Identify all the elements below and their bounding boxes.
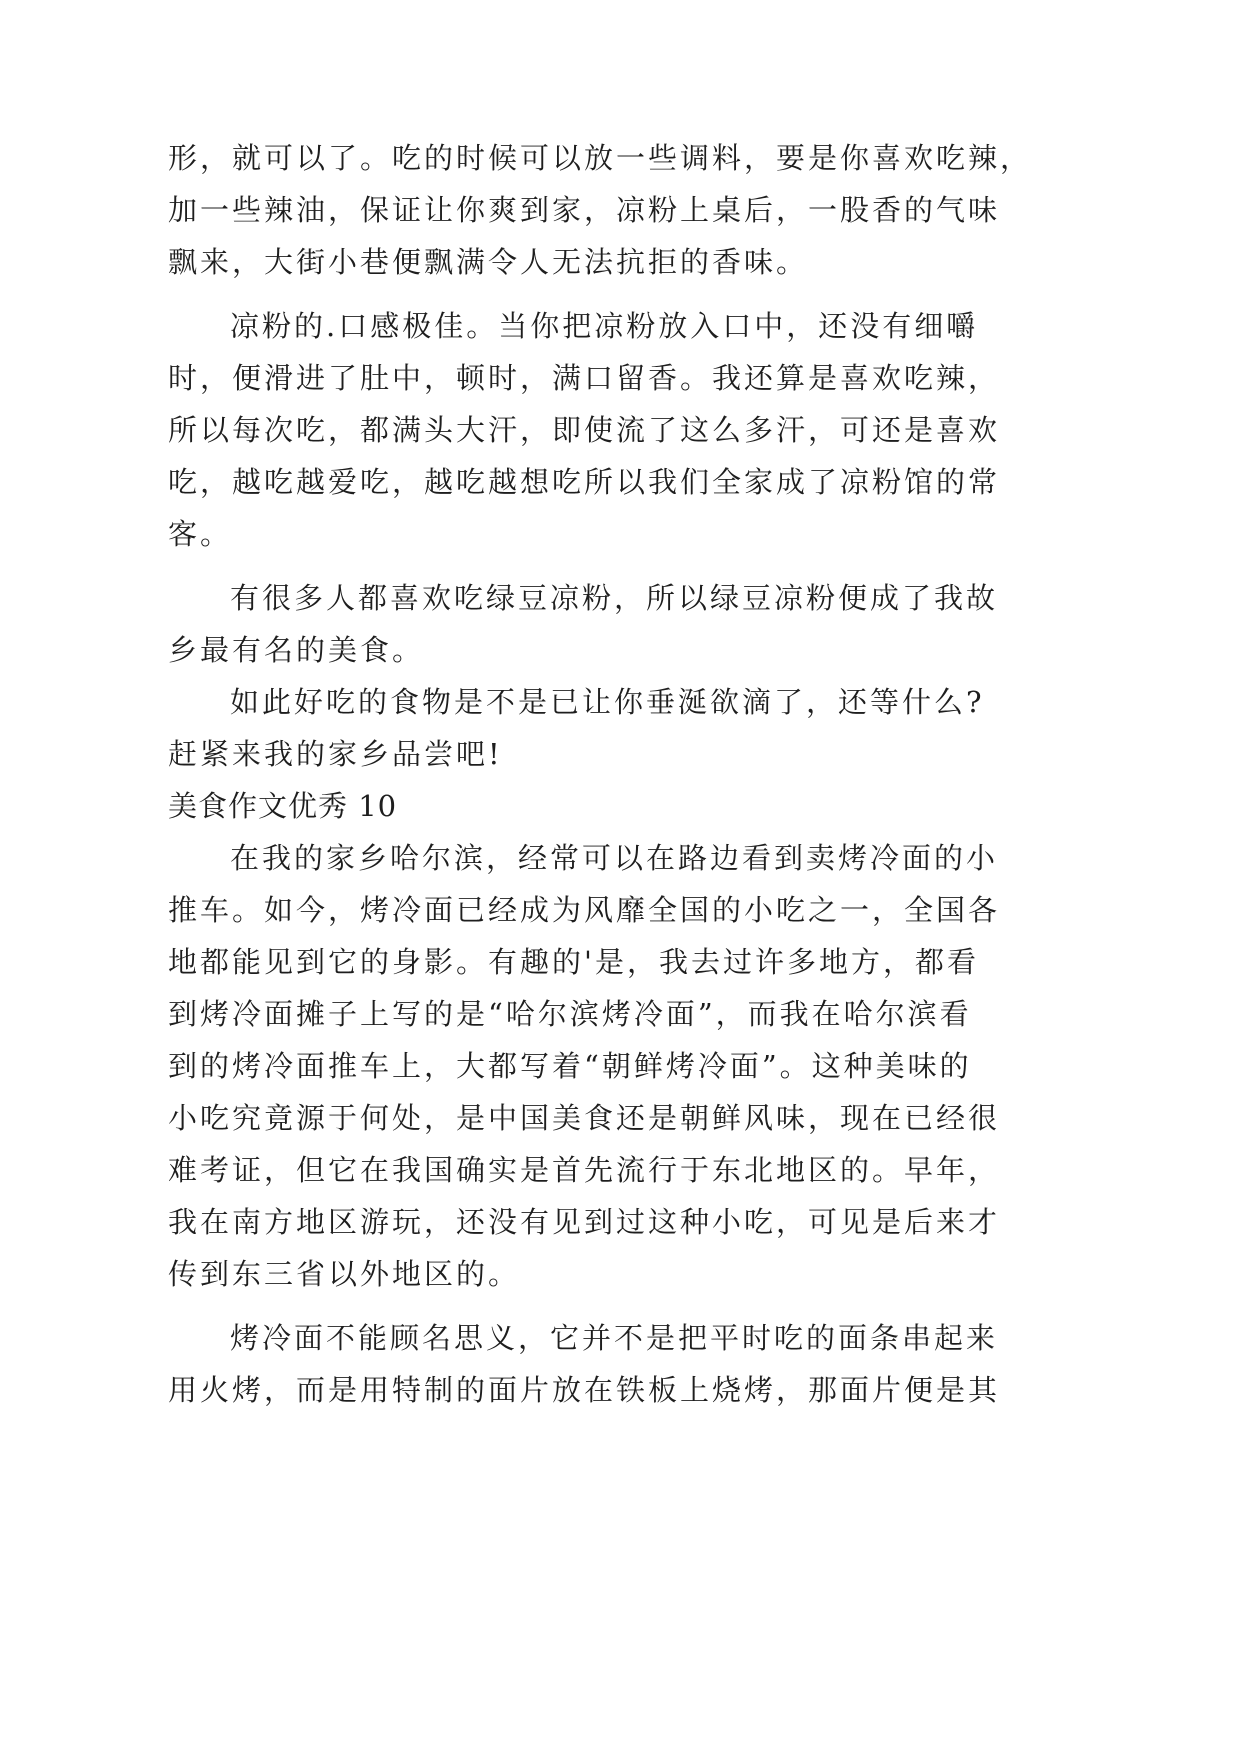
document-body: [168, 132, 1033, 1416]
paragraph-first-line: 烤冷面不能顾名思义，它并不是把平时吃的面条串起来: [230, 1321, 999, 1355]
text-line: 传到东三省以外地区的。: [168, 1257, 521, 1291]
text-line: 乡最有名的美食。: [168, 633, 425, 667]
paragraph-first-line: 凉粉的.口感极佳。当你把凉粉放入口中，还没有细嚼: [230, 309, 979, 343]
text-line: 赶紧来我的家乡品尝吧!: [168, 737, 503, 771]
text-line: 时，便滑进了肚中，顿时，满口留香。我还算是喜欢吃辣，: [168, 361, 1001, 395]
text-line: 推车。如今，烤冷面已经成为风靡全国的小吃之一，全国各: [168, 893, 1001, 927]
text-line: 难考证，但它在我国确实是首先流行于东北地区的。早年，: [168, 1153, 1001, 1187]
paragraph-first-line: 如此好吃的食物是不是已让你垂涎欲滴了，还等什么?: [230, 685, 985, 719]
text-line: 加一些辣油，保证让你爽到家，凉粉上桌后，一股香的气味: [168, 193, 1001, 227]
text-line: 吃，越吃越爱吃，越吃越想吃所以我们全家成了凉粉馆的常: [168, 465, 1001, 499]
text-line: 飘来，大街小巷便飘满令人无法抗拒的香味。: [168, 245, 809, 279]
text-line: 到烤冷面摊子上写的是“哈尔滨烤冷面”，而我在哈尔滨看: [168, 997, 972, 1031]
text-line: 到的烤冷面推车上，大都写着“朝鲜烤冷面”。这种美味的: [168, 1049, 972, 1083]
text-line: 小吃究竟源于何处，是中国美食还是朝鲜风味，现在已经很: [168, 1101, 1001, 1135]
text-line: 形，就可以了。吃的时候可以放一些调料，要是你喜欢吃辣，: [168, 141, 1033, 175]
paragraph-first-line: 在我的家乡哈尔滨，经常可以在路边看到卖烤冷面的小: [230, 841, 999, 875]
section-heading: 美食作文优秀 10: [168, 789, 398, 823]
text-line: 我在南方地区游玩，还没有见到过这种小吃，可见是后来才: [168, 1205, 1001, 1239]
text-line: 客。: [168, 517, 233, 551]
paragraph-first-line: 有很多人都喜欢吃绿豆凉粉，所以绿豆凉粉便成了我故: [230, 581, 999, 615]
text-line: 地都能见到它的身影。有趣的'是，我去过许多地方，都看: [168, 945, 979, 979]
text-line: 所以每次吃，都满头大汗，即使流了这么多汗，可还是喜欢: [168, 413, 1001, 447]
text-line: 用火烤，而是用特制的面片放在铁板上烧烤，那面片便是其: [168, 1373, 1001, 1407]
